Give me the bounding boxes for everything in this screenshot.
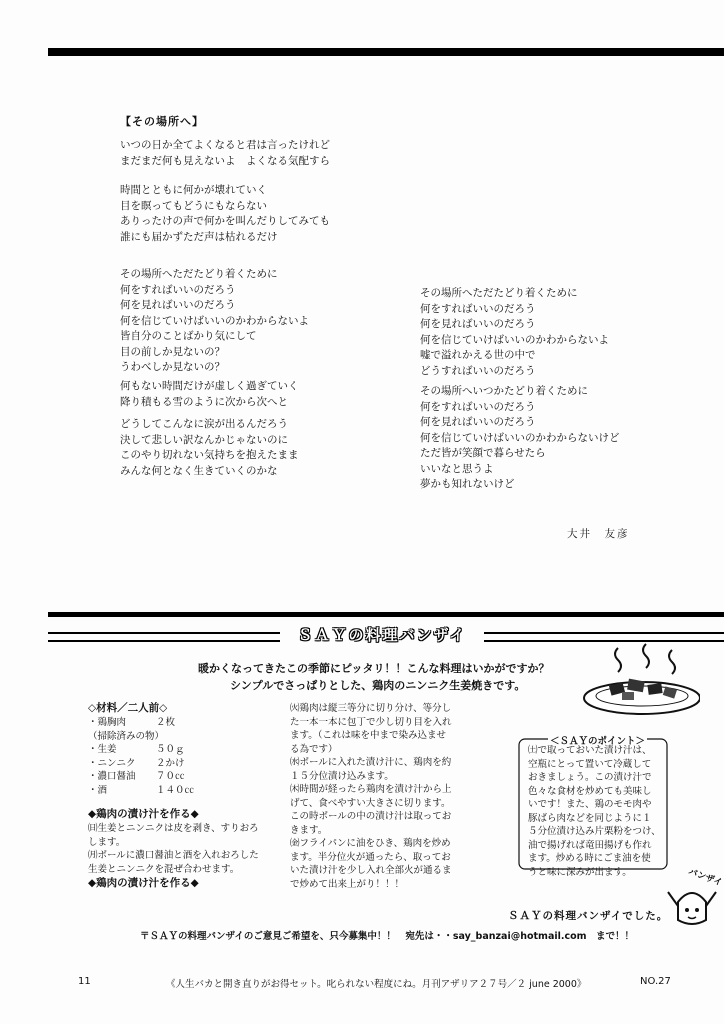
marinade-step: します。 <box>88 836 126 848</box>
step-line: いた漬け汁を少し入れ全部火が通るま <box>290 865 452 876</box>
poem-stanza <box>120 379 299 410</box>
ingredients-heading: ◇材料／二人前◇ <box>88 702 168 714</box>
ingredient-name: ・鶏胸肉 <box>88 717 127 728</box>
step-line: た一本一本に包丁で少し切り目を入れ <box>290 716 452 728</box>
poem-stanza <box>420 286 609 379</box>
poem-stanza <box>120 417 299 479</box>
step-line: ㈭時間が経ったら鶏肉を漬け汁から上 <box>290 784 452 795</box>
step-line: きます。 <box>290 824 328 836</box>
tip-line: 色々な食材を炒めても美味し <box>528 785 652 797</box>
poem-line: 降り積もる雪のように次から次へと <box>120 395 288 408</box>
ingredient-row <box>88 716 259 730</box>
poem-line: その場所へただたどり着くために <box>120 268 278 280</box>
marinade-step: 生姜とニンニクを混ぜ合わせます。 <box>88 863 240 875</box>
dish-illustration-icon <box>570 640 700 720</box>
ingredient-name: （掃除済みの物） <box>88 730 165 742</box>
tip-line: 空瓶にとって置いて冷蔵して <box>528 758 652 770</box>
ingredient-row <box>88 757 259 771</box>
doodle-text: バンザイ <box>686 867 724 889</box>
poem-line: 何をすればいいのだろう <box>420 302 536 315</box>
poem-line: 決して悲しい訳なんかじゃないのに <box>120 433 288 446</box>
tip-line: ㈯で取っておいた漬け汁は、 <box>528 745 652 756</box>
banner-rule-left <box>48 632 280 642</box>
ingredient-qty: ２枚 <box>156 717 176 728</box>
step-line: １５分位漬け込みます。 <box>290 770 394 782</box>
tip-line: 豚ばら肉などを同じように１ <box>528 812 652 824</box>
tip-line: うと味に深みが出ます。 <box>528 866 632 878</box>
tip-line: ます。炒める時にごま油を使 <box>528 853 651 864</box>
poem-line: 何を信じていけばいいのかわからないよ <box>420 333 609 346</box>
poem-line: 何を信じていけばいいのかわからないよ <box>120 314 309 327</box>
marinade-step: ㈪ボールに濃口醤油と酒を入れおろした <box>88 850 259 861</box>
poem-stanza <box>120 267 309 376</box>
poem-line: 目の前しか見ないの？ <box>120 345 225 358</box>
step-line: ㈫鶏肉は縦三等分に切り分け、等分し <box>290 703 452 714</box>
ingredients-column <box>88 701 259 891</box>
ingredient-name: ・酒 <box>88 784 108 796</box>
top-rule <box>48 48 724 56</box>
page-number: 11 <box>78 976 91 987</box>
step-line: ㈬ボールに入れた漬け汁に、鶏肉を約 <box>290 757 452 768</box>
poem-line: このやり切れない気持ちを抱えたまま <box>120 449 299 461</box>
step-line: で炒めて出来上がり！！！ <box>290 878 405 890</box>
step-line: ㈮フライパンに油をひき、鶏肉を炒め <box>290 838 451 849</box>
ingredient-row <box>88 784 259 798</box>
poem-line: 皆自分のことばかり気にして <box>120 330 257 342</box>
recipe-outro: ＳＡＹの料理バンザイでした。 <box>508 910 669 922</box>
footer-title: 《人生バカと開き直りがお得セット。叱られない程度にね。月刊アザリア２７号／２ june 2000》 <box>166 979 587 990</box>
poem-line: どうすればいいのだろう <box>420 364 536 377</box>
marinade-heading: ◆鶏肉の漬け汁を作る◆ <box>88 808 199 820</box>
contact-notice: 〒ＳＡＹの料理バンザイのご意見ご希望を、只今募集中！！ 宛先は・・say_banzai@hotmail.com まで！！ <box>140 931 635 942</box>
poem-line: その場所へただたどり着くために <box>420 287 578 299</box>
ingredient-qty: １４０㏄ <box>156 784 195 796</box>
ingredient-row <box>88 743 259 757</box>
ingredient-row <box>88 770 259 784</box>
step-line: この時ボールの中の漬け汁は取ってお <box>290 811 452 822</box>
ingredient-qty: ７０㏄ <box>156 771 185 782</box>
step-line: る為です） <box>290 743 338 755</box>
ingredient-name: ・生姜 <box>88 744 117 755</box>
poem-line: 誰にも届かずただ声は枯れるだけ <box>120 230 278 243</box>
poem-line: 時間とともに何かが壊れていく <box>120 184 267 196</box>
ingredient-row <box>88 730 259 744</box>
ingredient-qty: ５０ｇ <box>156 744 185 755</box>
poem-line: 目を瞑ってもどうにもならない <box>120 199 267 212</box>
poem-line: ありったけの声で何かを叫んだりしてみても <box>120 215 330 227</box>
poem-title: 【その場所へ】 <box>120 115 204 128</box>
step-line: ます。半分位火が通ったら、取ってお <box>290 851 451 863</box>
poem-line: どうしてこんなに涙が出るんだろう <box>120 418 288 430</box>
poem-line: 何を見ればいいのだろう <box>420 318 536 330</box>
poem-line: 嘘で溢れかえる世の中で <box>420 349 536 361</box>
poem-line: 何を見ればいいのだろう <box>420 416 536 428</box>
poem-line: いいなと思うよ <box>420 462 494 475</box>
poem-line: いつの日か全てよくなると君は言ったけれど <box>120 139 330 151</box>
tip-line: おきましょう。この漬け汁で <box>528 772 652 783</box>
recipe-intro-line: 暖かくなってきたこの季節にピッタリ！！こんな料理はいかがですか？ <box>198 662 550 675</box>
issue-number: NO.27 <box>640 976 671 987</box>
poem-line: 何をすればいいのだろう <box>420 400 536 413</box>
poem-line: 夢かも知れないけど <box>420 478 515 490</box>
poem-stanza <box>420 384 620 493</box>
poem-stanza <box>120 138 330 169</box>
recipe-banner-title: ＳＡＹの料理バンザイ <box>282 624 482 645</box>
tip-line: ５分位漬け込み片栗粉をつけ、 <box>528 826 661 837</box>
poem-line: うわべしか見ないの？ <box>120 361 225 373</box>
poem-line: みんな何となく生きていくのかな <box>120 464 278 477</box>
poem-stanza <box>120 183 330 245</box>
step-line: ます。（これは味を中まで染み込ませ <box>290 730 446 741</box>
section-rule <box>48 612 724 617</box>
marinade-heading-2: ◆鶏肉の漬け汁を作る◆ <box>88 877 199 889</box>
poem-author: 大井 友彦 <box>567 528 630 540</box>
poem-line: 何を信じていけばいいのかわからないけど <box>420 431 620 444</box>
ingredient-name: ・濃口醤油 <box>88 771 136 782</box>
ingredient-name: ・ニンニク <box>88 757 136 769</box>
marinade-step: ㈰生姜とニンニクは皮を剥き、すりおろ <box>88 823 259 834</box>
step-line: げて、食べやすい大きさに切ります。 <box>290 797 451 809</box>
poem-line: 何もない時間だけが虚しく過ぎていく <box>120 380 299 392</box>
poem-line: まだまだ何も見えないよ よくなる気配すら <box>120 154 330 167</box>
poem-line: 何をすればいいのだろう <box>120 283 236 296</box>
tip-heading: ＜ＳＡＹのポイント＞ <box>548 733 647 747</box>
mascot-doodle-icon <box>664 880 720 930</box>
steps-column <box>290 702 452 891</box>
tip-column <box>528 744 661 879</box>
tip-line: いです！また、鶏のモモ肉や <box>528 799 652 810</box>
poem-line: 何を見ればいいのだろう <box>120 299 236 311</box>
ingredient-qty: ２かけ <box>156 757 185 769</box>
tip-line: 油で揚げれば竜田揚げも作れ <box>528 839 652 851</box>
poem-line: その場所へいつかたどり着くために <box>420 385 588 397</box>
recipe-intro-line: シンプルでさっぱりとした、鶏肉のニンニク生姜焼きです。 <box>230 679 526 692</box>
poem-line: ただ皆が笑顔で暮らせたら <box>420 447 546 459</box>
